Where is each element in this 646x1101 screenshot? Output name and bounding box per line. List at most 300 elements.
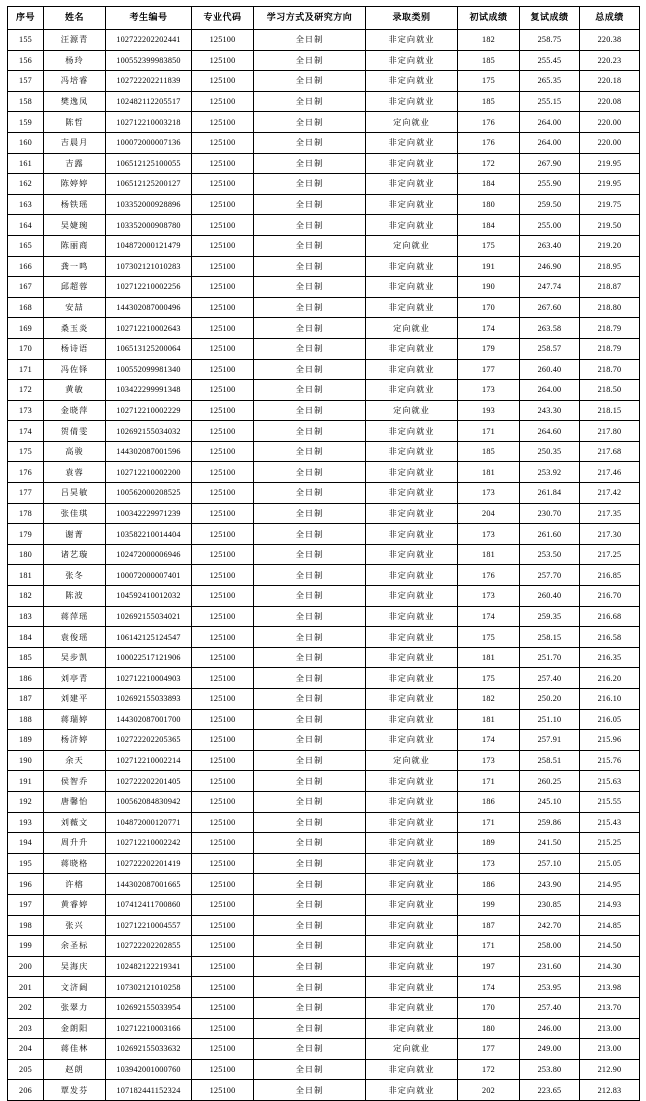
cell-preliminary-score: 193 [458,400,520,421]
cell-preliminary-score: 177 [458,359,520,380]
cell-total-score: 215.55 [580,791,640,812]
cell-name: 桑玉炎 [44,318,106,339]
cell-total-score: 216.68 [580,606,640,627]
cell-preliminary-score: 174 [458,977,520,998]
table-row [8,30,640,51]
cell-major-code: 125100 [192,483,254,504]
cell-total-score: 218.70 [580,359,640,380]
cell-admission-type: 定向就业 [366,400,458,421]
cell-preliminary-score: 180 [458,1018,520,1039]
cell-major-code: 125100 [192,997,254,1018]
cell-major-code: 125100 [192,215,254,236]
cell-study-mode: 全日制 [254,586,366,607]
cell-study-mode: 全日制 [254,194,366,215]
cell-retest-score: 259.50 [520,194,580,215]
table-row [8,750,640,771]
cell-preliminary-score: 175 [458,235,520,256]
table-row [8,956,640,977]
cell-total-score: 216.35 [580,647,640,668]
cell-seq: 199 [8,936,44,957]
table-row [8,215,640,236]
table-row [8,586,640,607]
cell-total-score: 215.63 [580,771,640,792]
cell-retest-score: 230.85 [520,894,580,915]
cell-exam-id: 102712210002214 [106,750,192,771]
cell-name: 张翠力 [44,997,106,1018]
cell-exam-id: 102712210002200 [106,462,192,483]
cell-exam-id: 102692155033954 [106,997,192,1018]
cell-major-code: 125100 [192,689,254,710]
cell-retest-score: 257.40 [520,997,580,1018]
cell-exam-id: 103352000928896 [106,194,192,215]
table-row [8,318,640,339]
cell-major-code: 125100 [192,297,254,318]
cell-name: 蒋萍瑶 [44,606,106,627]
table-row [8,894,640,915]
cell-retest-score: 257.70 [520,565,580,586]
cell-total-score: 216.58 [580,627,640,648]
cell-preliminary-score: 173 [458,586,520,607]
cell-total-score: 217.68 [580,441,640,462]
cell-retest-score: 253.50 [520,544,580,565]
cell-major-code: 125100 [192,91,254,112]
cell-total-score: 213.00 [580,1039,640,1060]
cell-preliminary-score: 184 [458,174,520,195]
cell-preliminary-score: 172 [458,153,520,174]
cell-study-mode: 全日制 [254,462,366,483]
cell-retest-score: 257.40 [520,668,580,689]
table-row [8,359,640,380]
cell-name: 冯佐铎 [44,359,106,380]
table-row [8,380,640,401]
cell-study-mode: 全日制 [254,359,366,380]
cell-exam-id: 102692155033632 [106,1039,192,1060]
cell-preliminary-score: 197 [458,956,520,977]
cell-total-score: 219.95 [580,153,640,174]
cell-seq: 162 [8,174,44,195]
cell-major-code: 125100 [192,730,254,751]
cell-retest-score: 247.74 [520,277,580,298]
cell-exam-id: 107412411700860 [106,894,192,915]
table-row [8,853,640,874]
table-row [8,544,640,565]
cell-study-mode: 全日制 [254,112,366,133]
cell-major-code: 125100 [192,112,254,133]
cell-name: 安喆 [44,297,106,318]
table-row [8,256,640,277]
cell-total-score: 217.42 [580,483,640,504]
cell-retest-score: 243.30 [520,400,580,421]
cell-admission-type: 非定向就业 [366,524,458,545]
cell-major-code: 125100 [192,235,254,256]
table-row [8,1039,640,1060]
cell-name: 张佳琪 [44,503,106,524]
cell-total-score: 215.43 [580,812,640,833]
cell-name: 余圣标 [44,936,106,957]
cell-retest-score: 261.84 [520,483,580,504]
cell-major-code: 125100 [192,874,254,895]
cell-seq: 164 [8,215,44,236]
table-row [8,689,640,710]
cell-admission-type: 非定向就业 [366,1018,458,1039]
cell-preliminary-score: 175 [458,668,520,689]
table-row [8,50,640,71]
cell-total-score: 216.10 [580,689,640,710]
cell-name: 覃发芬 [44,1080,106,1101]
cell-admission-type: 非定向就业 [366,833,458,854]
cell-seq: 203 [8,1018,44,1039]
cell-preliminary-score: 172 [458,1059,520,1080]
cell-seq: 170 [8,338,44,359]
cell-admission-type: 非定向就业 [366,1059,458,1080]
cell-admission-type: 非定向就业 [366,50,458,71]
cell-name: 刘薇文 [44,812,106,833]
cell-study-mode: 全日制 [254,1059,366,1080]
cell-admission-type: 非定向就业 [366,689,458,710]
table-row [8,668,640,689]
cell-retest-score: 258.51 [520,750,580,771]
cell-admission-type: 非定向就业 [366,730,458,751]
cell-exam-id: 102712210004557 [106,915,192,936]
table-row [8,647,640,668]
cell-study-mode: 全日制 [254,874,366,895]
cell-preliminary-score: 181 [458,647,520,668]
cell-name: 冯培睿 [44,71,106,92]
cell-study-mode: 全日制 [254,977,366,998]
cell-name: 周升升 [44,833,106,854]
cell-exam-id: 102722202205365 [106,730,192,751]
cell-total-score: 220.38 [580,30,640,51]
table-row [8,1059,640,1080]
table-row [8,338,640,359]
cell-name: 杨济婷 [44,730,106,751]
cell-study-mode: 全日制 [254,132,366,153]
cell-preliminary-score: 184 [458,215,520,236]
cell-preliminary-score: 176 [458,565,520,586]
cell-retest-score: 251.70 [520,647,580,668]
cell-retest-score: 223.65 [520,1080,580,1101]
cell-name: 贺倩雯 [44,421,106,442]
table-row [8,833,640,854]
cell-admission-type: 定向就业 [366,750,458,771]
cell-major-code: 125100 [192,359,254,380]
cell-exam-id: 102722202211839 [106,71,192,92]
cell-retest-score: 259.35 [520,606,580,627]
cell-preliminary-score: 185 [458,441,520,462]
cell-admission-type: 定向就业 [366,318,458,339]
cell-name: 樊逸凤 [44,91,106,112]
cell-exam-id: 106513125200064 [106,338,192,359]
table-row [8,565,640,586]
cell-seq: 169 [8,318,44,339]
cell-study-mode: 全日制 [254,174,366,195]
cell-seq: 204 [8,1039,44,1060]
cell-seq: 186 [8,668,44,689]
cell-admission-type: 非定向就业 [366,91,458,112]
cell-total-score: 218.95 [580,256,640,277]
cell-seq: 181 [8,565,44,586]
cell-preliminary-score: 185 [458,91,520,112]
cell-exam-id: 106512125200127 [106,174,192,195]
table-row [8,400,640,421]
cell-exam-id: 100562084830942 [106,791,192,812]
cell-study-mode: 全日制 [254,833,366,854]
cell-total-score: 216.70 [580,586,640,607]
cell-study-mode: 全日制 [254,91,366,112]
table-header-row [8,7,640,30]
cell-study-mode: 全日制 [254,915,366,936]
cell-major-code: 125100 [192,750,254,771]
cell-exam-id: 102722202202441 [106,30,192,51]
cell-major-code: 125100 [192,462,254,483]
cell-exam-id: 104592410012032 [106,586,192,607]
cell-name: 赵朗 [44,1059,106,1080]
cell-study-mode: 全日制 [254,544,366,565]
cell-preliminary-score: 181 [458,544,520,565]
cell-admission-type: 非定向就业 [366,256,458,277]
cell-admission-type: 非定向就业 [366,874,458,895]
cell-name: 吴海庆 [44,956,106,977]
column-header-seq: 序号 [8,7,44,30]
cell-major-code: 125100 [192,915,254,936]
column-header-total-score: 总成绩 [580,7,640,30]
cell-total-score: 217.46 [580,462,640,483]
cell-major-code: 125100 [192,1059,254,1080]
cell-major-code: 125100 [192,627,254,648]
cell-admission-type: 非定向就业 [366,915,458,936]
cell-exam-id: 102472000006946 [106,544,192,565]
cell-major-code: 125100 [192,977,254,998]
cell-admission-type: 非定向就业 [366,812,458,833]
cell-major-code: 125100 [192,833,254,854]
cell-study-mode: 全日制 [254,153,366,174]
cell-total-score: 220.18 [580,71,640,92]
cell-retest-score: 246.00 [520,1018,580,1039]
cell-study-mode: 全日制 [254,771,366,792]
cell-admission-type: 非定向就业 [366,503,458,524]
cell-study-mode: 全日制 [254,318,366,339]
cell-study-mode: 全日制 [254,668,366,689]
cell-exam-id: 103422299991348 [106,380,192,401]
cell-retest-score: 230.70 [520,503,580,524]
cell-admission-type: 非定向就业 [366,791,458,812]
column-header-exam-id: 考生编号 [106,7,192,30]
cell-total-score: 214.93 [580,894,640,915]
cell-exam-id: 107182441152324 [106,1080,192,1101]
cell-admission-type: 非定向就业 [366,338,458,359]
cell-study-mode: 全日制 [254,565,366,586]
cell-study-mode: 全日制 [254,30,366,51]
cell-study-mode: 全日制 [254,997,366,1018]
cell-major-code: 125100 [192,544,254,565]
cell-name: 吉露 [44,153,106,174]
cell-seq: 202 [8,997,44,1018]
cell-name: 吴婕琬 [44,215,106,236]
cell-exam-id: 100022517121906 [106,647,192,668]
cell-major-code: 125100 [192,153,254,174]
cell-admission-type: 非定向就业 [366,421,458,442]
cell-major-code: 125100 [192,709,254,730]
cell-preliminary-score: 173 [458,524,520,545]
cell-retest-score: 260.40 [520,359,580,380]
cell-preliminary-score: 186 [458,791,520,812]
cell-total-score: 218.87 [580,277,640,298]
cell-study-mode: 全日制 [254,1080,366,1101]
cell-exam-id: 102712210004903 [106,668,192,689]
cell-name: 黄睿婷 [44,894,106,915]
cell-seq: 192 [8,791,44,812]
cell-admission-type: 非定向就业 [366,668,458,689]
cell-admission-type: 非定向就业 [366,215,458,236]
cell-seq: 159 [8,112,44,133]
cell-preliminary-score: 186 [458,874,520,895]
cell-major-code: 125100 [192,1039,254,1060]
cell-study-mode: 全日制 [254,524,366,545]
cell-admission-type: 非定向就业 [366,380,458,401]
cell-study-mode: 全日制 [254,1018,366,1039]
cell-total-score: 220.00 [580,132,640,153]
table-row [8,606,640,627]
cell-name: 刘建平 [44,689,106,710]
cell-exam-id: 102712210002242 [106,833,192,854]
cell-major-code: 125100 [192,1018,254,1039]
table-row [8,936,640,957]
cell-name: 诸艺璇 [44,544,106,565]
cell-retest-score: 259.86 [520,812,580,833]
cell-name: 侯智乔 [44,771,106,792]
cell-seq: 182 [8,586,44,607]
cell-preliminary-score: 174 [458,730,520,751]
cell-major-code: 125100 [192,956,254,977]
cell-name: 刘亭青 [44,668,106,689]
cell-admission-type: 非定向就业 [366,936,458,957]
cell-preliminary-score: 181 [458,709,520,730]
cell-total-score: 214.95 [580,874,640,895]
cell-retest-score: 264.00 [520,112,580,133]
cell-exam-id: 102482112205517 [106,91,192,112]
cell-seq: 158 [8,91,44,112]
table-row [8,297,640,318]
cell-name: 袁蓉 [44,462,106,483]
cell-major-code: 125100 [192,380,254,401]
cell-seq: 178 [8,503,44,524]
cell-preliminary-score: 173 [458,483,520,504]
cell-total-score: 220.00 [580,112,640,133]
cell-retest-score: 253.80 [520,1059,580,1080]
table-row [8,153,640,174]
cell-retest-score: 264.60 [520,421,580,442]
cell-major-code: 125100 [192,565,254,586]
cell-study-mode: 全日制 [254,277,366,298]
cell-admission-type: 非定向就业 [366,441,458,462]
cell-preliminary-score: 171 [458,812,520,833]
cell-seq: 160 [8,132,44,153]
table-row [8,441,640,462]
cell-exam-id: 144302087001665 [106,874,192,895]
cell-major-code: 125100 [192,503,254,524]
cell-retest-score: 255.45 [520,50,580,71]
cell-total-score: 219.20 [580,235,640,256]
cell-major-code: 125100 [192,791,254,812]
cell-major-code: 125100 [192,606,254,627]
cell-preliminary-score: 171 [458,936,520,957]
cell-exam-id: 102692155034021 [106,606,192,627]
cell-preliminary-score: 173 [458,750,520,771]
cell-major-code: 125100 [192,853,254,874]
cell-study-mode: 全日制 [254,689,366,710]
cell-seq: 171 [8,359,44,380]
cell-name: 汪源青 [44,30,106,51]
cell-name: 陈波 [44,586,106,607]
cell-name: 唐馨怡 [44,791,106,812]
cell-retest-score: 258.00 [520,936,580,957]
cell-name: 龚一鸣 [44,256,106,277]
cell-name: 陈婷婷 [44,174,106,195]
cell-exam-id: 102722202202855 [106,936,192,957]
cell-retest-score: 250.20 [520,689,580,710]
table-row [8,91,640,112]
cell-major-code: 125100 [192,647,254,668]
table-row [8,462,640,483]
cell-admission-type: 非定向就业 [366,977,458,998]
cell-study-mode: 全日制 [254,71,366,92]
cell-name: 许榕 [44,874,106,895]
cell-admission-type: 非定向就业 [366,30,458,51]
table-body [8,30,640,1101]
cell-preliminary-score: 181 [458,462,520,483]
cell-seq: 180 [8,544,44,565]
cell-seq: 176 [8,462,44,483]
cell-study-mode: 全日制 [254,215,366,236]
cell-admission-type: 定向就业 [366,235,458,256]
cell-preliminary-score: 182 [458,689,520,710]
cell-study-mode: 全日制 [254,627,366,648]
cell-seq: 196 [8,874,44,895]
cell-preliminary-score: 173 [458,853,520,874]
cell-major-code: 125100 [192,400,254,421]
cell-admission-type: 非定向就业 [366,544,458,565]
cell-exam-id: 102692155033893 [106,689,192,710]
table-row [8,627,640,648]
cell-seq: 191 [8,771,44,792]
cell-preliminary-score: 191 [458,256,520,277]
cell-study-mode: 全日制 [254,730,366,751]
cell-seq: 190 [8,750,44,771]
table-header [8,7,640,30]
cell-retest-score: 241.50 [520,833,580,854]
cell-name: 金晓萍 [44,400,106,421]
admission-results-table [7,6,640,1101]
cell-total-score: 214.50 [580,936,640,957]
cell-retest-score: 263.40 [520,235,580,256]
cell-admission-type: 非定向就业 [366,771,458,792]
cell-seq: 193 [8,812,44,833]
cell-exam-id: 100342229971239 [106,503,192,524]
cell-admission-type: 非定向就业 [366,956,458,977]
cell-study-mode: 全日制 [254,235,366,256]
cell-total-score: 219.95 [580,174,640,195]
cell-admission-type: 定向就业 [366,1039,458,1060]
cell-preliminary-score: 170 [458,997,520,1018]
table-row [8,132,640,153]
cell-study-mode: 全日制 [254,750,366,771]
cell-retest-score: 263.58 [520,318,580,339]
cell-preliminary-score: 199 [458,894,520,915]
cell-retest-score: 243.90 [520,874,580,895]
cell-name: 吴步凯 [44,647,106,668]
cell-retest-score: 255.90 [520,174,580,195]
table-row [8,791,640,812]
